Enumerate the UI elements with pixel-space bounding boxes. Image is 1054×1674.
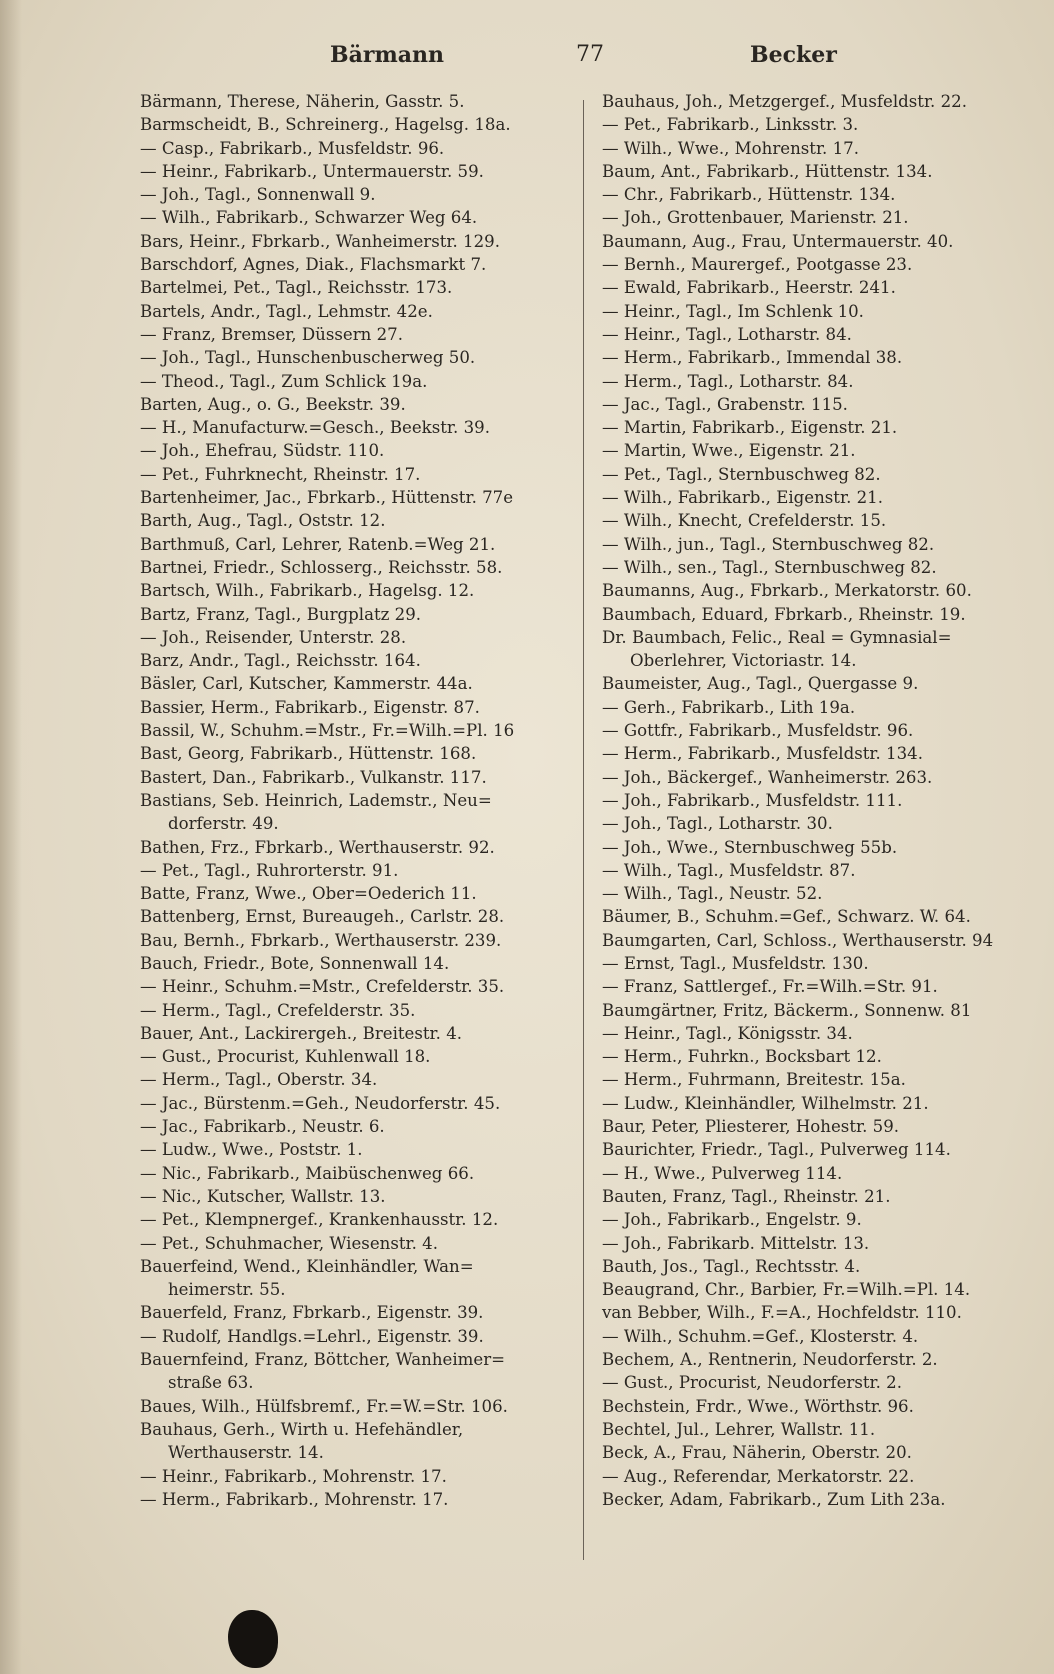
directory-entry-line: — Wilh., jun., Tagl., Sternbuschweg 82. bbox=[602, 534, 935, 554]
directory-entry-line: — Chr., Fabrikarb., Hüttenstr. 134. bbox=[602, 185, 896, 205]
directory-entry-line: Bauten, Franz, Tagl., Rheinstr. 21. bbox=[602, 1186, 891, 1206]
directory-entry-line: — Heinr., Tagl., Lotharstr. 84. bbox=[602, 324, 852, 344]
directory-entry-line: Bartz, Franz, Tagl., Burgplatz 29. bbox=[140, 604, 422, 624]
directory-entry-line: Baumanns, Aug., Fbrkarb., Merkatorstr. 60. bbox=[602, 581, 972, 601]
directory-entry-line: Bäsler, Carl, Kutscher, Kammerstr. 44a. bbox=[140, 674, 473, 694]
directory-entry-line: Barmscheidt, B., Schreinerg., Hagelsg. 18a. bbox=[140, 115, 511, 135]
directory-entry-line: Beaugrand, Chr., Barbier, Fr.=Wilh.=Pl. 14. bbox=[602, 1280, 971, 1300]
directory-entry-line: Bechstein, Frdr., Wwe., Wörthstr. 96. bbox=[602, 1396, 914, 1416]
directory-entry-line: — Ewald, Fabrikarb., Heerstr. 241. bbox=[602, 278, 896, 298]
directory-entry-line: — Pet., Klempnergef., Krankenhausstr. 12. bbox=[140, 1210, 499, 1230]
directory-entry-line: Baumgarten, Carl, Schloss., Werthauserstr. 94 bbox=[602, 930, 994, 950]
directory-entry-line: — Ludw., Wwe., Poststr. 1. bbox=[140, 1140, 363, 1160]
directory-entry-line: — Joh., Tagl., Sonnenwall 9. bbox=[140, 185, 376, 205]
directory-entry-line: — Herm., Fabrikarb., Immendal 38. bbox=[602, 348, 903, 368]
directory-entry-line: dorferstr. 49. bbox=[168, 814, 279, 834]
directory-entry-line: Bassier, Herm., Fabrikarb., Eigenstr. 87. bbox=[140, 697, 480, 717]
directory-entry-line: Bauhaus, Gerh., Wirth u. Hefehändler, bbox=[140, 1419, 464, 1439]
directory-entry-line: Barth, Aug., Tagl., Oststr. 12. bbox=[140, 511, 386, 531]
directory-entry-line: — Jac., Bürstenm.=Geh., Neudorferstr. 45. bbox=[140, 1093, 501, 1113]
directory-entry-line: Barschdorf, Agnes, Diak., Flachsmarkt 7. bbox=[140, 255, 487, 275]
directory-entry-line: Baumeister, Aug., Tagl., Quergasse 9. bbox=[602, 674, 919, 694]
directory-entry-line: Bartsch, Wilh., Fabrikarb., Hagelsg. 12. bbox=[140, 581, 475, 601]
page-header bbox=[130, 42, 994, 76]
directory-entry-line: — Theod., Tagl., Zum Schlick 19a. bbox=[140, 371, 428, 391]
directory-entry-line: — Joh., Tagl., Hunschenbuscherweg 50. bbox=[140, 348, 476, 368]
directory-entry-line: — Pet., Fuhrknecht, Rheinstr. 17. bbox=[140, 464, 421, 484]
directory-entry-line: — Herm., Tagl., Lotharstr. 84. bbox=[602, 371, 854, 391]
directory-entry-line: — Rudolf, Handlgs.=Lehrl., Eigenstr. 39. bbox=[140, 1326, 484, 1346]
directory-entry-line: — Wilh., Schuhm.=Gef., Klosterstr. 4. bbox=[602, 1326, 919, 1346]
directory-entry-line: Bartels, Andr., Tagl., Lehmstr. 42e. bbox=[140, 301, 433, 321]
directory-entry-line: — Ludw., Kleinhändler, Wilhelmstr. 21. bbox=[602, 1093, 929, 1113]
left-column bbox=[140, 90, 560, 1511]
directory-entry-line: Bechtel, Jul., Lehrer, Wallstr. 11. bbox=[602, 1419, 876, 1439]
directory-entry-line: Bassil, W., Schuhm.=Mstr., Fr.=Wilh.=Pl. 16 bbox=[140, 721, 515, 741]
directory-entry-line: Barten, Aug., o. G., Beekstr. 39. bbox=[140, 394, 406, 414]
directory-entry-line: — Wilh., Tagl., Musfeldstr. 87. bbox=[602, 860, 856, 880]
right-column bbox=[602, 90, 1022, 1511]
directory-entry-line: — Joh., Fabrikarb. Mittelstr. 13. bbox=[602, 1233, 870, 1253]
directory-entry-line: — H., Wwe., Pulverweg 114. bbox=[602, 1163, 843, 1183]
directory-entry-line: — Gottfr., Fabrikarb., Musfeldstr. 96. bbox=[602, 721, 914, 741]
directory-entry-line: — Heinr., Tagl., Königsstr. 34. bbox=[602, 1023, 853, 1043]
directory-entry-line: — Joh., Tagl., Lotharstr. 30. bbox=[602, 814, 833, 834]
directory-entry-line: straße 63. bbox=[168, 1373, 254, 1393]
directory-entry-line: — Heinr., Fabrikarb., Untermauerstr. 59. bbox=[140, 161, 484, 181]
directory-entry-line: Bauerfeld, Franz, Fbrkarb., Eigenstr. 39. bbox=[140, 1303, 484, 1323]
directory-entry-line: Baumgärtner, Fritz, Bäckerm., Sonnenw. 81 bbox=[602, 1000, 972, 1020]
directory-entry-line: — Joh., Reisender, Unterstr. 28. bbox=[140, 627, 407, 647]
directory-entry-line: — Franz, Sattlergef., Fr.=Wilh.=Str. 91. bbox=[602, 977, 938, 997]
directory-entry-line: Barthmuß, Carl, Lehrer, Ratenb.=Weg 21. bbox=[140, 534, 496, 554]
directory-entry-line: — Martin, Fabrikarb., Eigenstr. 21. bbox=[602, 418, 898, 438]
directory-entry-line: — Joh., Wwe., Sternbuschweg 55b. bbox=[602, 837, 898, 857]
directory-entry-line: — Herm., Fabrikarb., Musfeldstr. 134. bbox=[602, 744, 923, 764]
directory-entry-line: — Gerh., Fabrikarb., Lith 19a. bbox=[602, 697, 856, 717]
directory-entry-line: — Casp., Fabrikarb., Musfeldstr. 96. bbox=[140, 138, 445, 158]
column-divider bbox=[583, 100, 584, 1560]
directory-entry-line: — Wilh., Fabrikarb., Schwarzer Weg 64. bbox=[140, 208, 478, 228]
directory-entry-line: — Gust., Procurist, Kuhlenwall 18. bbox=[140, 1047, 431, 1067]
directory-entry-line: Bechem, A., Rentnerin, Neudorferstr. 2. bbox=[602, 1350, 938, 1370]
directory-entry-line: — Martin, Wwe., Eigenstr. 21. bbox=[602, 441, 856, 461]
directory-entry-line: — Ernst, Tagl., Musfeldstr. 130. bbox=[602, 953, 869, 973]
directory-entry-line: Bastians, Seb. Heinrich, Lademstr., Neu= bbox=[140, 790, 492, 810]
directory-entry-line: Bartenheimer, Jac., Fbrkarb., Hüttenstr. 77e bbox=[140, 488, 514, 508]
directory-entry-line: Baumann, Aug., Frau, Untermauerstr. 40. bbox=[602, 231, 954, 251]
directory-entry-line: — Joh., Grottenbauer, Marienstr. 21. bbox=[602, 208, 909, 228]
directory-entry-line: van Bebber, Wilh., F.=A., Hochfeldstr. 110. bbox=[602, 1303, 962, 1323]
directory-entry-line: — H., Manufacturw.=Gesch., Beekstr. 39. bbox=[140, 418, 490, 438]
directory-entry-line: Bartnei, Friedr., Schlosserg., Reichsstr. 58. bbox=[140, 557, 503, 577]
directory-entry-line: Battenberg, Ernst, Bureaugeh., Carlstr. 28. bbox=[140, 907, 505, 927]
directory-entry-line: Bäumer, B., Schuhm.=Gef., Schwarz. W. 64. bbox=[602, 907, 971, 927]
directory-entry-line: — Wilh., Fabrikarb., Eigenstr. 21. bbox=[602, 488, 884, 508]
directory-entry-line: Bars, Heinr., Fbrkarb., Wanheimerstr. 129. bbox=[140, 231, 500, 251]
header-last-name: Becker bbox=[750, 42, 837, 68]
directory-entry-line: — Pet., Schuhmacher, Wiesenstr. 4. bbox=[140, 1233, 438, 1253]
directory-entry-line: — Herm., Fuhrmann, Breitestr. 15a. bbox=[602, 1070, 906, 1090]
directory-entry-line: — Gust., Procurist, Neudorferstr. 2. bbox=[602, 1373, 902, 1393]
directory-entry-line: Bau, Bernh., Fbrkarb., Werthauserstr. 239. bbox=[140, 930, 502, 950]
directory-entry-line: — Pet., Tagl., Ruhrorterstr. 91. bbox=[140, 860, 399, 880]
directory-entry-line: — Jac., Tagl., Grabenstr. 115. bbox=[602, 394, 848, 414]
directory-entry-line: Bauernfeind, Franz, Böttcher, Wanheimer= bbox=[140, 1350, 506, 1370]
directory-entry-line: — Nic., Kutscher, Wallstr. 13. bbox=[140, 1186, 386, 1206]
directory-entry-line: Baues, Wilh., Hülfsbremf., Fr.=W.=Str. 106. bbox=[140, 1396, 508, 1416]
directory-entry-line: — Wilh., Knecht, Crefelderstr. 15. bbox=[602, 511, 887, 531]
page-number: 77 bbox=[576, 42, 604, 67]
directory-entry-line: Bastert, Dan., Fabrikarb., Vulkanstr. 117. bbox=[140, 767, 487, 787]
directory-entry-line: Bauch, Friedr., Bote, Sonnenwall 14. bbox=[140, 953, 450, 973]
directory-entry-line: Beck, A., Frau, Näherin, Oberstr. 20. bbox=[602, 1443, 912, 1463]
directory-entry-line: — Wilh., Wwe., Mohrenstr. 17. bbox=[602, 138, 859, 158]
directory-entry-line: Bartelmei, Pet., Tagl., Reichsstr. 173. bbox=[140, 278, 453, 298]
directory-entry-line: Dr. Baumbach, Felic., Real = Gymnasial= bbox=[602, 627, 952, 647]
directory-entry-line: — Heinr., Fabrikarb., Mohrenstr. 17. bbox=[140, 1466, 447, 1486]
directory-entry-line: Bauhaus, Joh., Metzgergef., Musfeldstr. 22. bbox=[602, 92, 967, 111]
directory-entry-line: — Wilh., sen., Tagl., Sternbuschweg 82. bbox=[602, 557, 937, 577]
directory-entry-line: — Joh., Fabrikarb., Musfeldstr. 111. bbox=[602, 790, 903, 810]
directory-entry-line: Bauer, Ant., Lackirergeh., Breitestr. 4. bbox=[140, 1023, 463, 1043]
directory-entry-line: — Aug., Referendar, Merkatorstr. 22. bbox=[602, 1466, 915, 1486]
ink-blot bbox=[228, 1610, 278, 1668]
directory-entry-line: Baurichter, Friedr., Tagl., Pulverweg 114. bbox=[602, 1140, 951, 1160]
directory-entry-line: — Pet., Tagl., Sternbuschweg 82. bbox=[602, 464, 881, 484]
directory-entry-line: Bathen, Frz., Fbrkarb., Werthauserstr. 92. bbox=[140, 837, 495, 857]
directory-entry-line: — Wilh., Tagl., Neustr. 52. bbox=[602, 884, 823, 904]
directory-entry-line: Bauerfeind, Wend., Kleinhändler, Wan= bbox=[140, 1256, 474, 1276]
directory-entry-line: — Herm., Tagl., Crefelderstr. 35. bbox=[140, 1000, 416, 1020]
page-spine-shadow bbox=[0, 0, 22, 1674]
directory-entry-line: — Herm., Tagl., Oberstr. 34. bbox=[140, 1070, 378, 1090]
directory-entry-line: — Heinr., Schuhm.=Mstr., Crefelderstr. 35. bbox=[140, 977, 505, 997]
directory-entry-line: Barz, Andr., Tagl., Reichsstr. 164. bbox=[140, 651, 421, 671]
directory-entry-line: — Joh., Ehefrau, Südstr. 110. bbox=[140, 441, 385, 461]
directory-entry-line: heimerstr. 55. bbox=[168, 1280, 286, 1300]
directory-entry-line: — Franz, Bremser, Düssern 27. bbox=[140, 324, 403, 344]
directory-entry-line: — Joh., Fabrikarb., Engelstr. 9. bbox=[602, 1210, 862, 1230]
directory-entry-line: — Bernh., Maurergef., Pootgasse 23. bbox=[602, 255, 913, 275]
directory-entry-line: — Joh., Bäckergef., Wanheimerstr. 263. bbox=[602, 767, 933, 787]
directory-entry-line: Bauth, Jos., Tagl., Rechtsstr. 4. bbox=[602, 1256, 861, 1276]
directory-entry-line: Baur, Peter, Pliesterer, Hohestr. 59. bbox=[602, 1117, 900, 1137]
directory-entry-line: — Herm., Fuhrkn., Bocksbart 12. bbox=[602, 1047, 882, 1067]
directory-entry-line: Bärmann, Therese, Näherin, Gasstr. 5. bbox=[140, 92, 465, 111]
directory-entry-line: — Jac., Fabrikarb., Neustr. 6. bbox=[140, 1117, 385, 1137]
directory-entry-line: Batte, Franz, Wwe., Ober=Oederich 11. bbox=[140, 884, 477, 904]
directory-entry-line: Oberlehrer, Victoriastr. 14. bbox=[630, 651, 857, 671]
directory-entry-line: Werthauserstr. 14. bbox=[168, 1443, 324, 1463]
directory-entry-line: Becker, Adam, Fabrikarb., Zum Lith 23a. bbox=[602, 1489, 946, 1509]
directory-entry-line: Baumbach, Eduard, Fbrkarb., Rheinstr. 19. bbox=[602, 604, 966, 624]
directory-entry-line: — Herm., Fabrikarb., Mohrenstr. 17. bbox=[140, 1489, 449, 1509]
directory-entry-line: Bast, Georg, Fabrikarb., Hüttenstr. 168. bbox=[140, 744, 477, 764]
directory-entry-line: Baum, Ant., Fabrikarb., Hüttenstr. 134. bbox=[602, 161, 933, 181]
directory-entry-line: — Pet., Fabrikarb., Linksstr. 3. bbox=[602, 115, 859, 135]
header-first-name: Bärmann bbox=[330, 42, 444, 68]
directory-entry-line: — Nic., Fabrikarb., Maibüschenweg 66. bbox=[140, 1163, 475, 1183]
directory-entry-line: — Heinr., Tagl., Im Schlenk 10. bbox=[602, 301, 864, 321]
